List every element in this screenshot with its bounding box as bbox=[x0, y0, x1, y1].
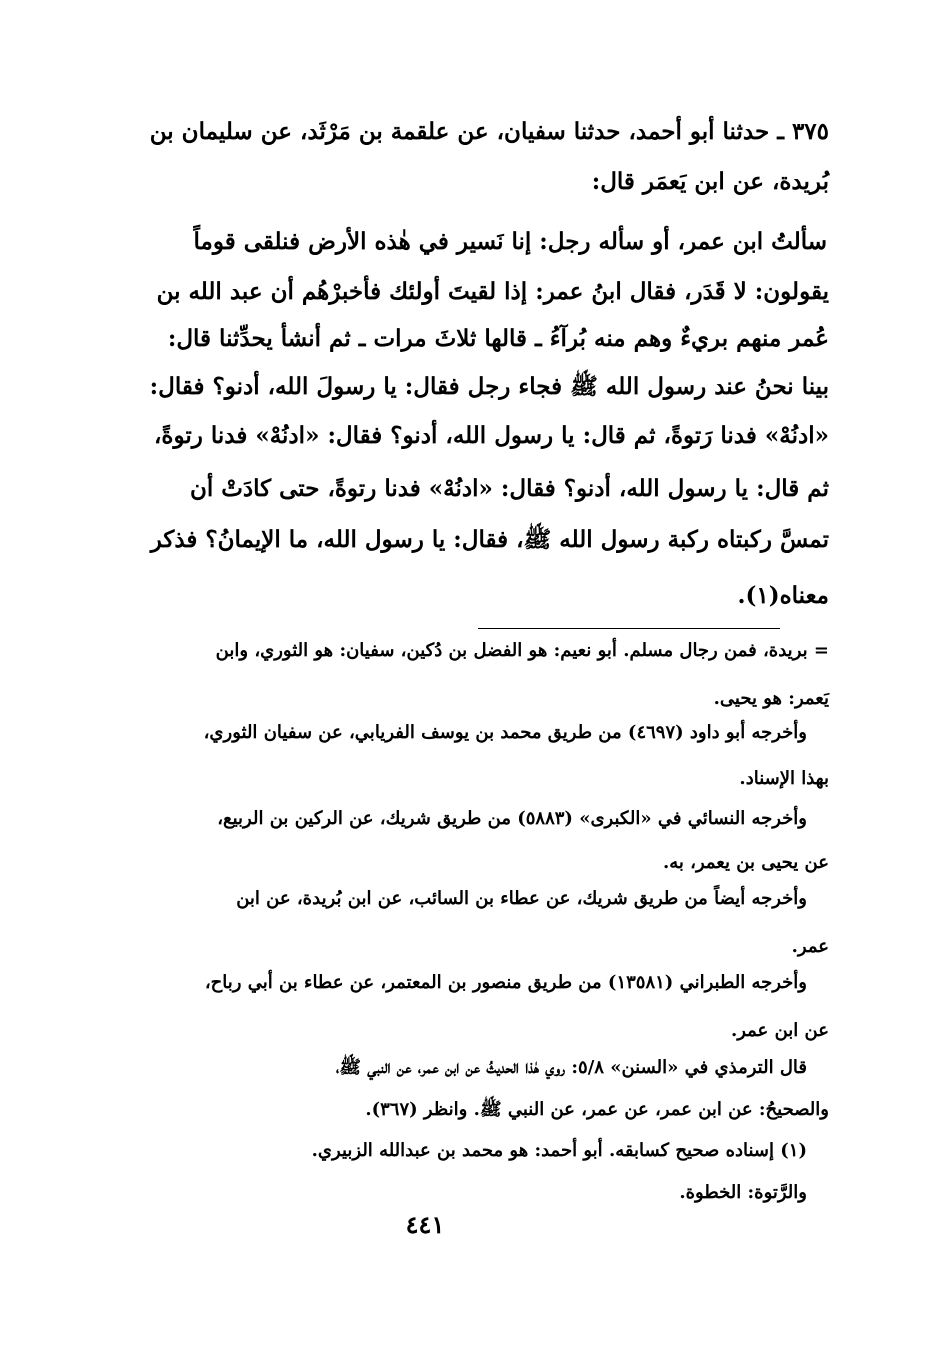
hadith-text-line: ثم قال: يا رسول الله، أدنو؟ فقال: «ادنُهْ» فدنا رتوةً، حتى كادَتْ أن bbox=[189, 475, 829, 502]
hadith-text-line: بينا نحنُ عند رسول الله ﷺ فجاء رجل فقال: يا رسولَ الله، أدنو؟ فقال: bbox=[149, 373, 829, 400]
hadith-text-line: عُمر منهم بريءٌ وهم منه بُرآءُ ـ قالها ثلاثَ مرات ـ ثم أنشأ يحدِّثنا قال: bbox=[167, 325, 829, 352]
footnote-line: = بريدة، فمن رجال مسلم. أبو نعيم: هو الفضل بن دُكين، سفيان: هو الثوري، وابن bbox=[215, 640, 829, 661]
hadith-intro-line: ٣٧٥ ـ حدثنا أبو أحمد، حدثنا سفيان، عن علقمة بن مَرْثَد، عن سليمان بن bbox=[149, 118, 829, 145]
footnote-separator bbox=[478, 628, 780, 629]
hadith-text-line: يقولون: لا قَدَر، فقال ابنُ عمر: إذا لقيتَ أولئك فأخبرْهُم أن عبد الله بن bbox=[156, 278, 829, 305]
footnote-line: والصحيحُ: عن ابن عمر، عن عمر، عن النبي ﷺ. وانظر (٣٦٧). bbox=[365, 1099, 829, 1120]
hadith-text-line: «ادنُهْ» فدنا رَتوةً، ثم قال: يا رسول الله، أدنو؟ فقال: «ادنُهْ» فدنا رتوةً، bbox=[153, 422, 829, 449]
footnote-line: (١) إسناده صحيح كسابقه. أبو أحمد: هو محمد بن عبدالله الزبيري. bbox=[311, 1140, 807, 1161]
page-number: ٤٤١ bbox=[405, 1210, 445, 1239]
footnote-line: عمر. bbox=[791, 936, 829, 957]
footnote-line: وأخرجه أيضاً من طريق شريك، عن عطاء بن السائب، عن ابن بُريدة، عن ابن bbox=[236, 888, 807, 909]
footnote-line: عن ابن عمر. bbox=[730, 1020, 829, 1041]
footnote-line: بهذا الإسناد. bbox=[739, 768, 829, 789]
footnote-line: عن يحيى بن يعمر، به. bbox=[662, 852, 829, 873]
hadith-text-line: معناه(١). bbox=[737, 582, 829, 609]
footnote-line: وأخرجه أبو داود (٤٦٩٧) من طريق محمد بن يوسف الفريابي، عن سفيان الثوري، bbox=[203, 722, 807, 743]
footnote-line: والرَّتوة: الخطوة. bbox=[679, 1182, 807, 1203]
footnote-line: وأخرجه الطبراني (١٣٥٨١) من طريق منصور بن المعتمر، عن عطاء بن أبي رباح، bbox=[204, 972, 807, 993]
hadith-intro-line: بُريدة، عن ابن يَعمَر قال: bbox=[591, 168, 829, 195]
footnote-line: قال الترمذي في «السنن» ٥/٨: روي هٰذا الحديثُ عن ابن عمر، عن النبي ﷺ، bbox=[335, 1057, 807, 1078]
footnote-line: وأخرجه النسائي في «الكبرى» (٥٨٨٣) من طريق شريك، عن الركين بن الربيع، bbox=[217, 808, 807, 829]
hadith-text-line: سألتُ ابن عمر، أو سأله رجل: إنا نَسير في هٰذه الأرض فنلقى قوماً bbox=[193, 228, 827, 255]
hadith-text-line: تمسَّ ركبتاه ركبة رسول الله ﷺ، فقال: يا رسول الله، ما الإيمانُ؟ فذكر bbox=[150, 526, 829, 553]
footnote-line: يَعمر: هو يحيى. bbox=[713, 688, 829, 709]
